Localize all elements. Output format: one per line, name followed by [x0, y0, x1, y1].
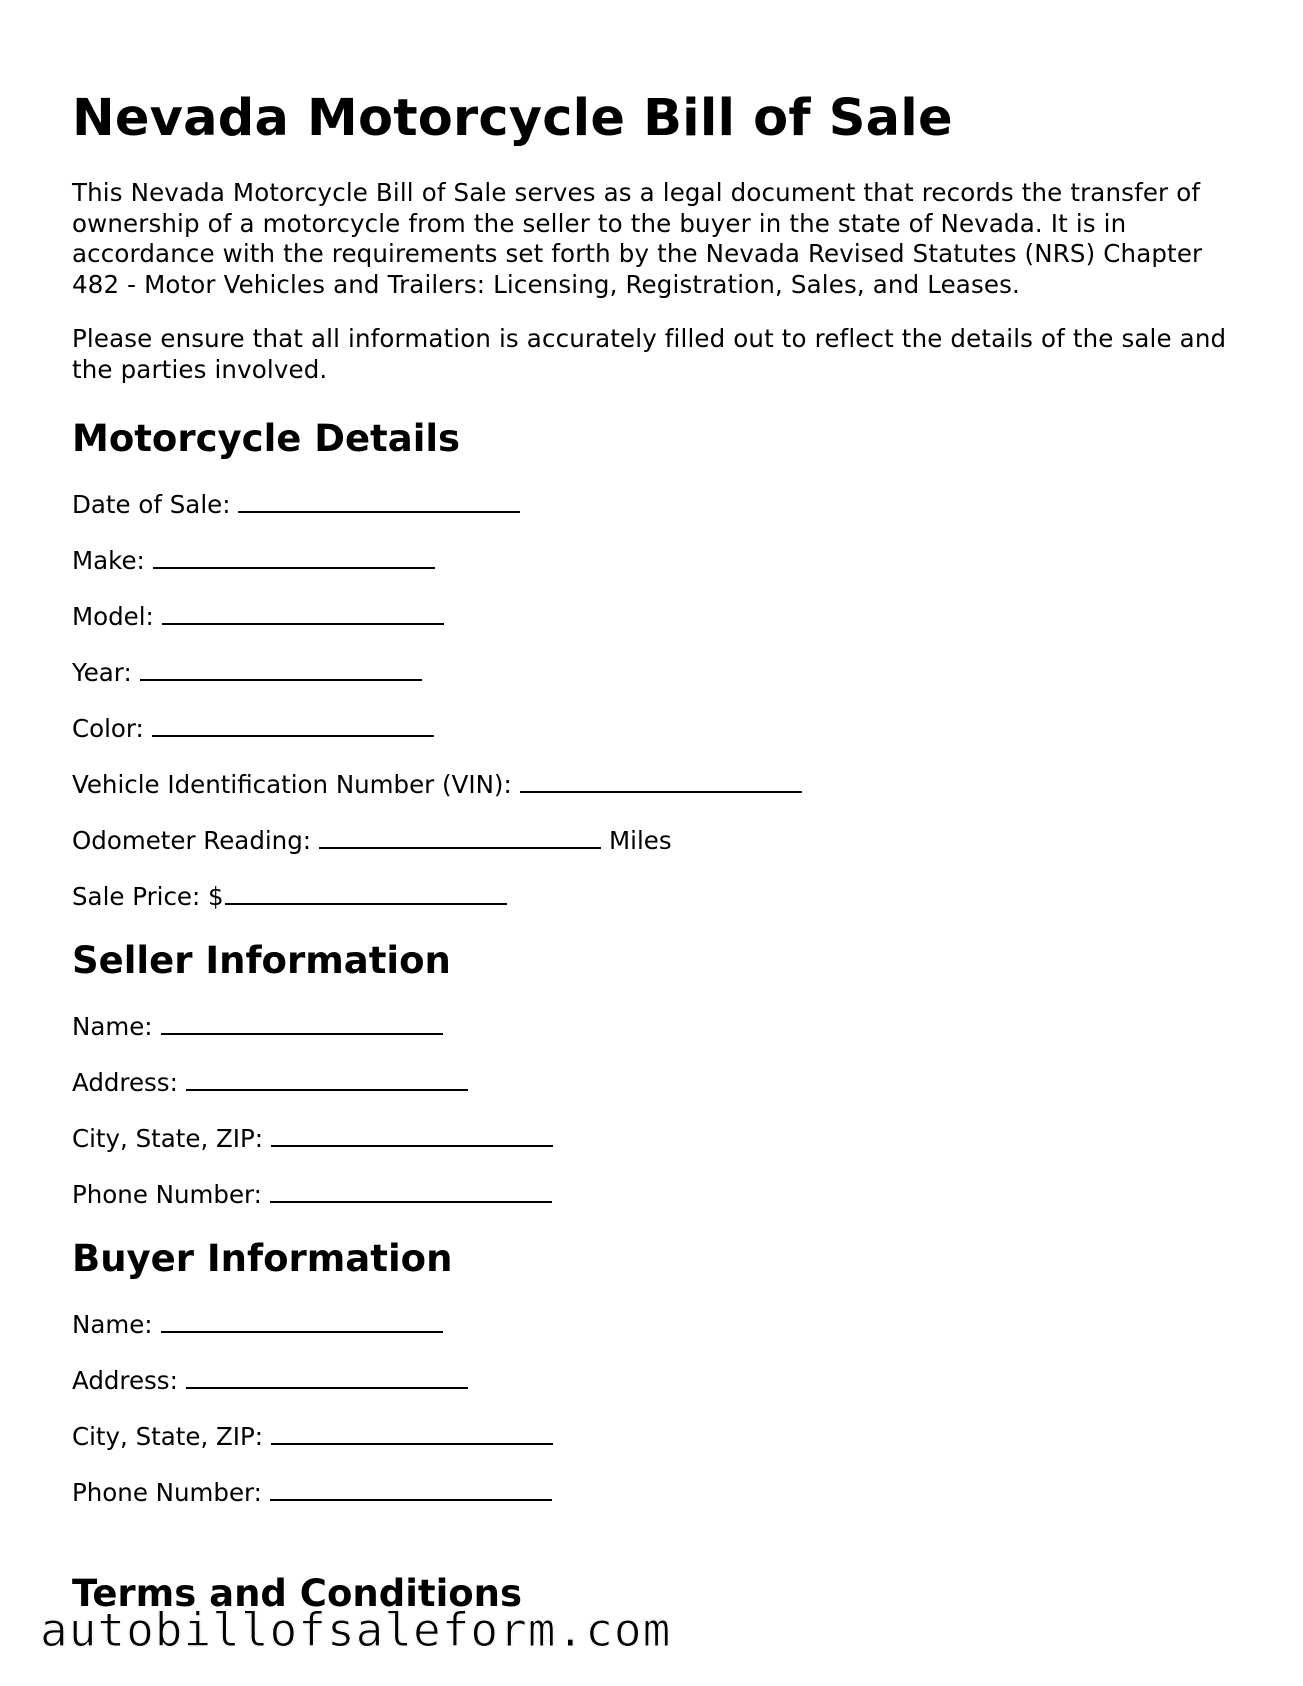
buyer-name-field	[72, 1309, 1242, 1339]
year-field	[72, 657, 1242, 687]
model-blank[interactable]	[162, 601, 444, 625]
seller-phone-blank[interactable]	[270, 1179, 552, 1203]
sale-price-label: Sale Price: $	[72, 882, 224, 911]
motorcycle-details-heading: Motorcycle Details	[72, 417, 461, 460]
instructions-paragraph: Please ensure that all information is accurately filled out to reflect the details of the sale and the parties involved.	[72, 324, 1227, 384]
odometer-label: Odometer Reading:	[72, 826, 312, 855]
buyer-address-field	[72, 1365, 1242, 1395]
buyer-address-blank[interactable]	[186, 1365, 468, 1389]
buyer-name-label: Name:	[72, 1310, 153, 1339]
seller-information-heading: Seller Information	[72, 939, 451, 982]
buyer-phone-blank[interactable]	[270, 1477, 552, 1501]
make-blank[interactable]	[153, 545, 435, 569]
intro-paragraph: This Nevada Motorcycle Bill of Sale serves as a legal document that records the transfer of ownership of a motorcycle from the seller to the buyer in the state of Nevada. It is in accordance with the requirements set forth by the Nevada Revised Statutes (NRS) Chapter 482 - Motor Vehicles and Trailers: Licensing, Registration, Sales, and Leases.	[72, 178, 1203, 299]
site-watermark: autobillofsaleform.com	[40, 1603, 672, 1657]
odometer-field	[72, 825, 1242, 855]
seller-address-blank[interactable]	[186, 1067, 468, 1091]
motorcycle-details-fields	[72, 489, 1242, 911]
buyer-phone-label: Phone Number:	[72, 1478, 262, 1507]
make-label: Make:	[72, 546, 145, 575]
buyer-name-blank[interactable]	[161, 1309, 443, 1333]
model-label: Model:	[72, 602, 154, 631]
buyer-phone-field	[72, 1477, 1242, 1507]
seller-phone-label: Phone Number:	[72, 1180, 262, 1209]
sale-price-field	[72, 881, 1242, 911]
seller-phone-field	[72, 1179, 1242, 1209]
seller-city-field	[72, 1123, 1242, 1153]
buyer-information-fields	[72, 1309, 1242, 1507]
color-blank[interactable]	[152, 713, 434, 737]
make-field	[72, 545, 1242, 575]
vin-label: Vehicle Identification Number (VIN):	[72, 770, 512, 799]
year-blank[interactable]	[140, 657, 422, 681]
buyer-city-label: City, State, ZIP:	[72, 1422, 264, 1451]
seller-information-fields	[72, 1011, 1242, 1209]
odometer-unit: Miles	[609, 826, 672, 855]
terms-and-conditions-heading: Terms and Conditions	[72, 1572, 523, 1615]
color-label: Color:	[72, 714, 144, 743]
buyer-city-blank[interactable]	[271, 1421, 553, 1445]
sale-price-blank[interactable]	[225, 881, 507, 905]
buyer-city-field	[72, 1421, 1242, 1451]
seller-name-blank[interactable]	[161, 1011, 443, 1035]
date-of-sale-field	[72, 489, 1242, 519]
vin-field	[72, 769, 1242, 799]
date-of-sale-blank[interactable]	[238, 489, 520, 513]
color-field	[72, 713, 1242, 743]
odometer-blank[interactable]	[319, 825, 601, 849]
seller-name-label: Name:	[72, 1012, 153, 1041]
buyer-address-label: Address:	[72, 1366, 178, 1395]
year-label: Year:	[72, 658, 132, 687]
seller-name-field	[72, 1011, 1242, 1041]
vin-blank[interactable]	[520, 769, 802, 793]
date-of-sale-label: Date of Sale:	[72, 490, 231, 519]
buyer-information-heading: Buyer Information	[72, 1237, 453, 1280]
document-page	[72, 88, 1242, 1533]
model-field	[72, 601, 1242, 631]
page-title: Nevada Motorcycle Bill of Sale	[72, 89, 953, 148]
seller-city-label: City, State, ZIP:	[72, 1124, 264, 1153]
seller-address-field	[72, 1067, 1242, 1097]
seller-city-blank[interactable]	[271, 1123, 553, 1147]
seller-address-label: Address:	[72, 1068, 178, 1097]
